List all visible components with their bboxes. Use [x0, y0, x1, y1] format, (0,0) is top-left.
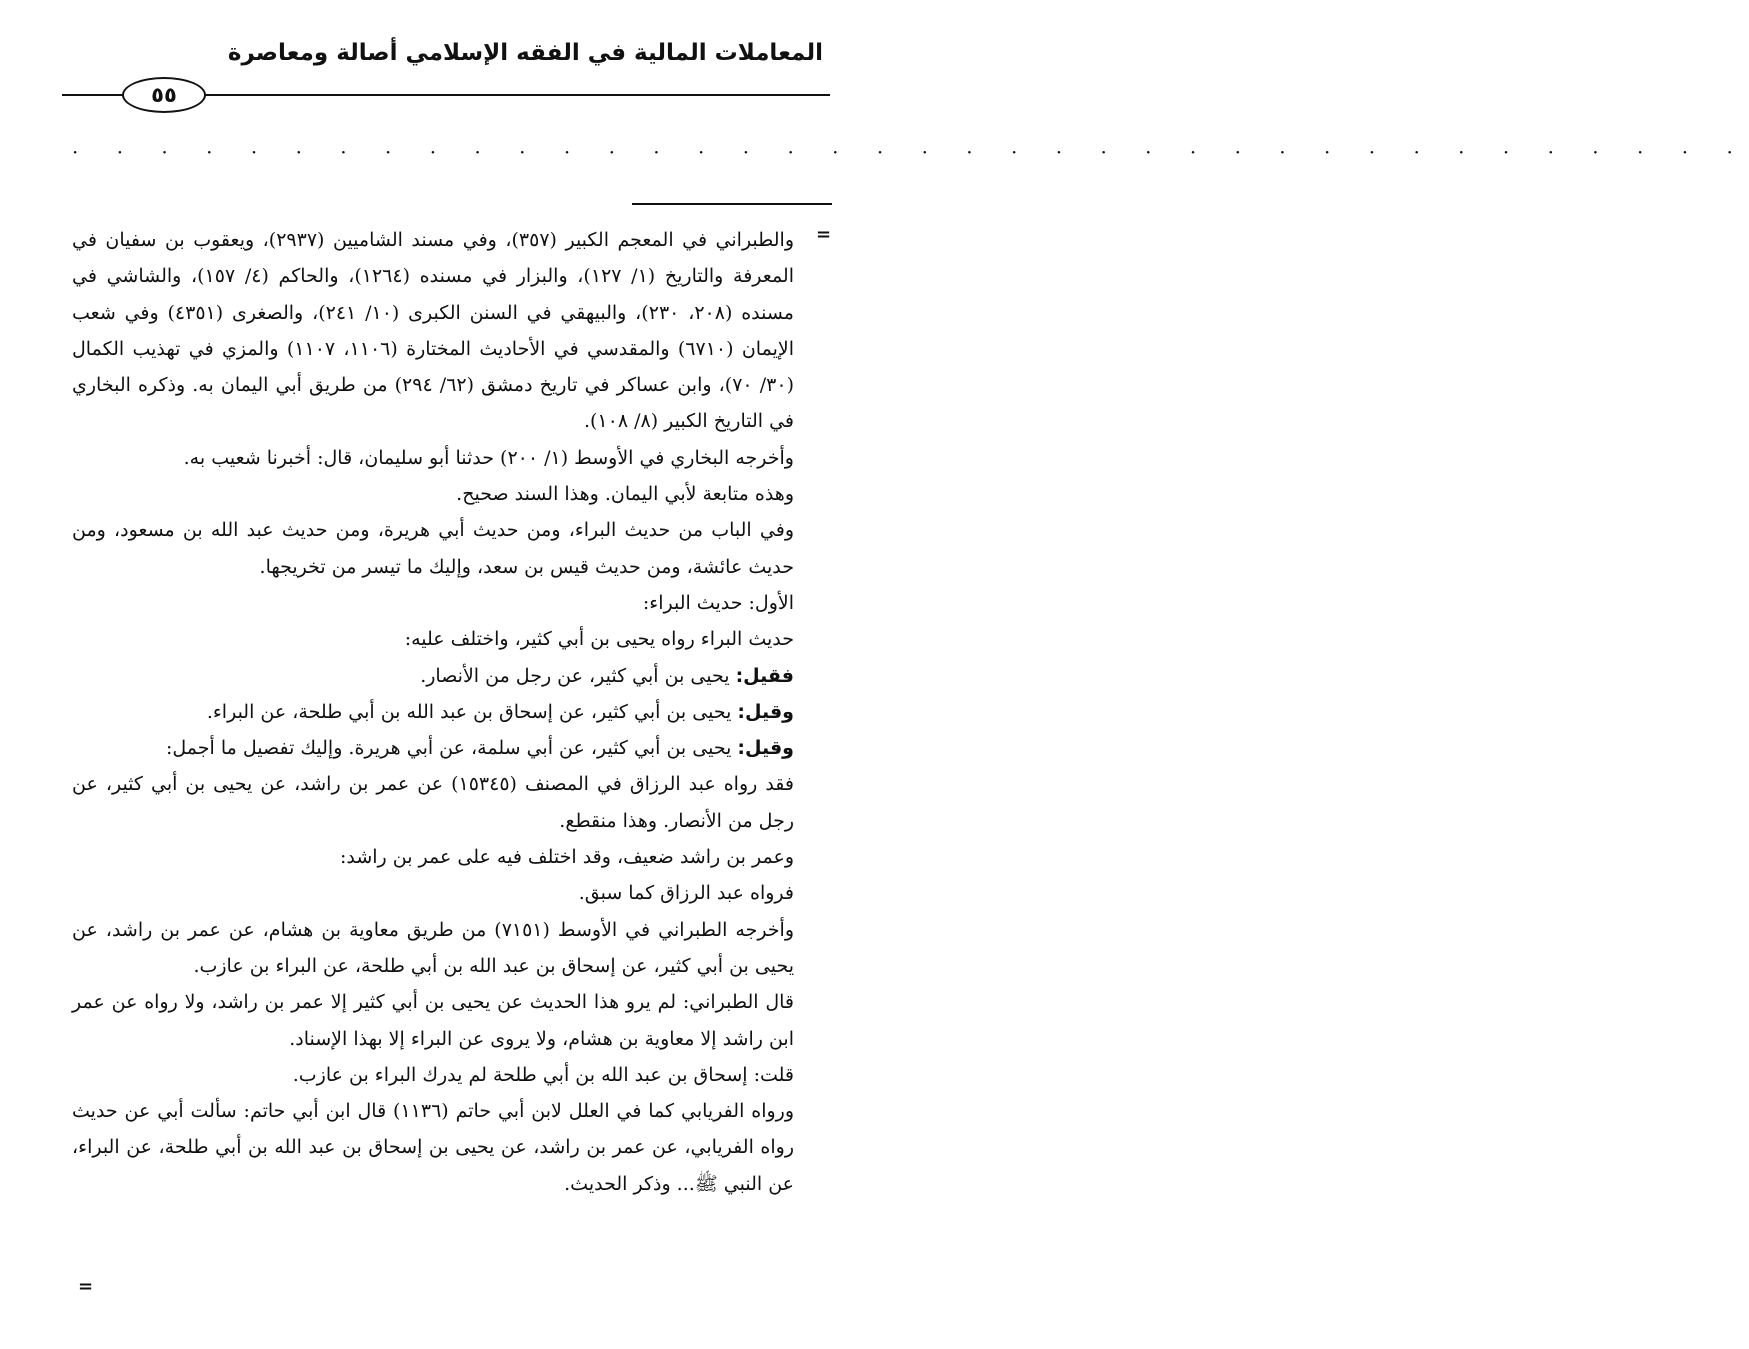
- paragraph-9-text: يحيى بن أبي كثير، عن أبي سلمة، عن أبي هريرة. وإليك تفصيل ما أجمل:: [166, 737, 738, 760]
- paragraph-16: ورواه الفريابي كما في العلل لابن أبي حاتم (١١٣٦) قال ابن أبي حاتم: سألت أبي عن حديث رواه الفريابي، عن عمر بن راشد، عن يحيى بن إسحاق بن عبد الله بن أبي طلحة، عن البراء، عن النبي ﷺ... وذكر الحديث.: [72, 1100, 794, 1195]
- paragraph-12: فرواه عبد الرزاق كما سبق.: [578, 882, 794, 905]
- paragraph-13: وأخرجه الطبراني في الأوسط (٧١٥١) من طريق معاوية بن هشام، عن عمر بن راشد، عن يحيى بن أبي كثير، عن إسحاق بن عبد الله بن أبي طلحة، عن البراء بن عازب.: [72, 918, 795, 977]
- footnote-rule: [632, 203, 832, 205]
- paragraph-8: [72, 694, 794, 730]
- paragraph-5: الأول: حديث البراء:: [642, 591, 794, 614]
- paragraph-9-label: وقيل:: [737, 737, 794, 760]
- paragraph-8-label: وقيل:: [737, 700, 794, 723]
- continuation-mark-top: =: [816, 224, 832, 245]
- paragraph-1: والطبراني في المعجم الكبير (٣٥٧)، وفي مسند الشاميين (٢٩٣٧)، ويعقوب بن سفيان في المعرفة والتاريخ (١/ ١٢٧)، والبزار في مسنده (١٢٦٤)، والحاكم (٤/ ١٥٧)، والشاشي في مسنده (٢٠٨، ٢٣٠)، والبيهقي في السنن الكبرى (١٠/ ٢٤١)، والصغرى (٤٣٥١) وفي شعب الإيمان (٦٧١٠) والمقدسي في الأحاديث المختارة (١١٠٦، ١١٠٧) والمزي في تهذيب الكمال (٣٠/ ٧٠)، وابن عساكر في تاريخ دمشق (٦٢/ ٢٩٤) من طريق أبي اليمان به. وذكره البخاري في التاريخ الكبير (٨/ ١٠٨).: [72, 229, 794, 433]
- paragraph-7-text: يحيى بن أبي كثير، عن رجل من الأنصار.: [420, 664, 736, 687]
- paragraph-2: وأخرجه البخاري في الأوسط (١/ ٢٠٠) حدثنا أبو سليمان، قال: أخبرنا شعيب به.: [183, 446, 794, 469]
- paragraph-3: وهذه متابعة لأبي اليمان. وهذا السند صحيح.: [456, 483, 794, 506]
- paragraph-11: وعمر بن راشد ضعيف، وقد اختلف فيه على عمر بن راشد:: [339, 846, 794, 869]
- paragraph-14: قال الطبراني: لم يرو هذا الحديث عن يحيى بن أبي كثير إلا عمر بن راشد، ولا رواه عن عمر ابن راشد إلا معاوية بن هشام، ولا يروى عن البراء إلا بهذا الإسناد.: [72, 991, 794, 1050]
- page-number: ٥٥: [122, 77, 206, 113]
- dotted-separator: · · · · · · · · · · · · · · · · · · · · · · · · · · · · · · · · · · · · · ·: [72, 140, 1749, 164]
- paragraph-15: قلت: إسحاق بن عبد الله بن أبي طلحة لم يدرك البراء بن عازب.: [292, 1063, 794, 1086]
- paragraph-7-label: فقيل:: [735, 664, 794, 687]
- paragraph-4: وفي الباب من حديث البراء، ومن حديث أبي هريرة، ومن حديث عبد الله بن مسعود، ومن حديث عائشة، ومن حديث قيس بن سعد، وإليك ما تيسر من تخريجها.: [72, 519, 794, 578]
- paragraph-8-text: يحيى بن أبي كثير، عن إسحاق بن عبد الله بن أبي طلحة، عن البراء.: [206, 700, 738, 723]
- footnote-body: [72, 222, 794, 1202]
- paragraph-7: [72, 658, 794, 694]
- paragraph-6: حديث البراء رواه يحيى بن أبي كثير، واختلف عليه:: [404, 628, 794, 651]
- continuation-mark-bottom: =: [78, 1276, 94, 1297]
- paragraph-10: فقد رواه عبد الرزاق في المصنف (١٥٣٤٥) عن عمر بن راشد، عن يحيى بن أبي كثير، عن رجل من الأنصار. وهذا منقطع.: [72, 773, 794, 832]
- running-title: المعاملات المالية في الفقه الإسلامي أصالة ومعاصرة: [227, 40, 823, 66]
- paragraph-9: [72, 730, 794, 766]
